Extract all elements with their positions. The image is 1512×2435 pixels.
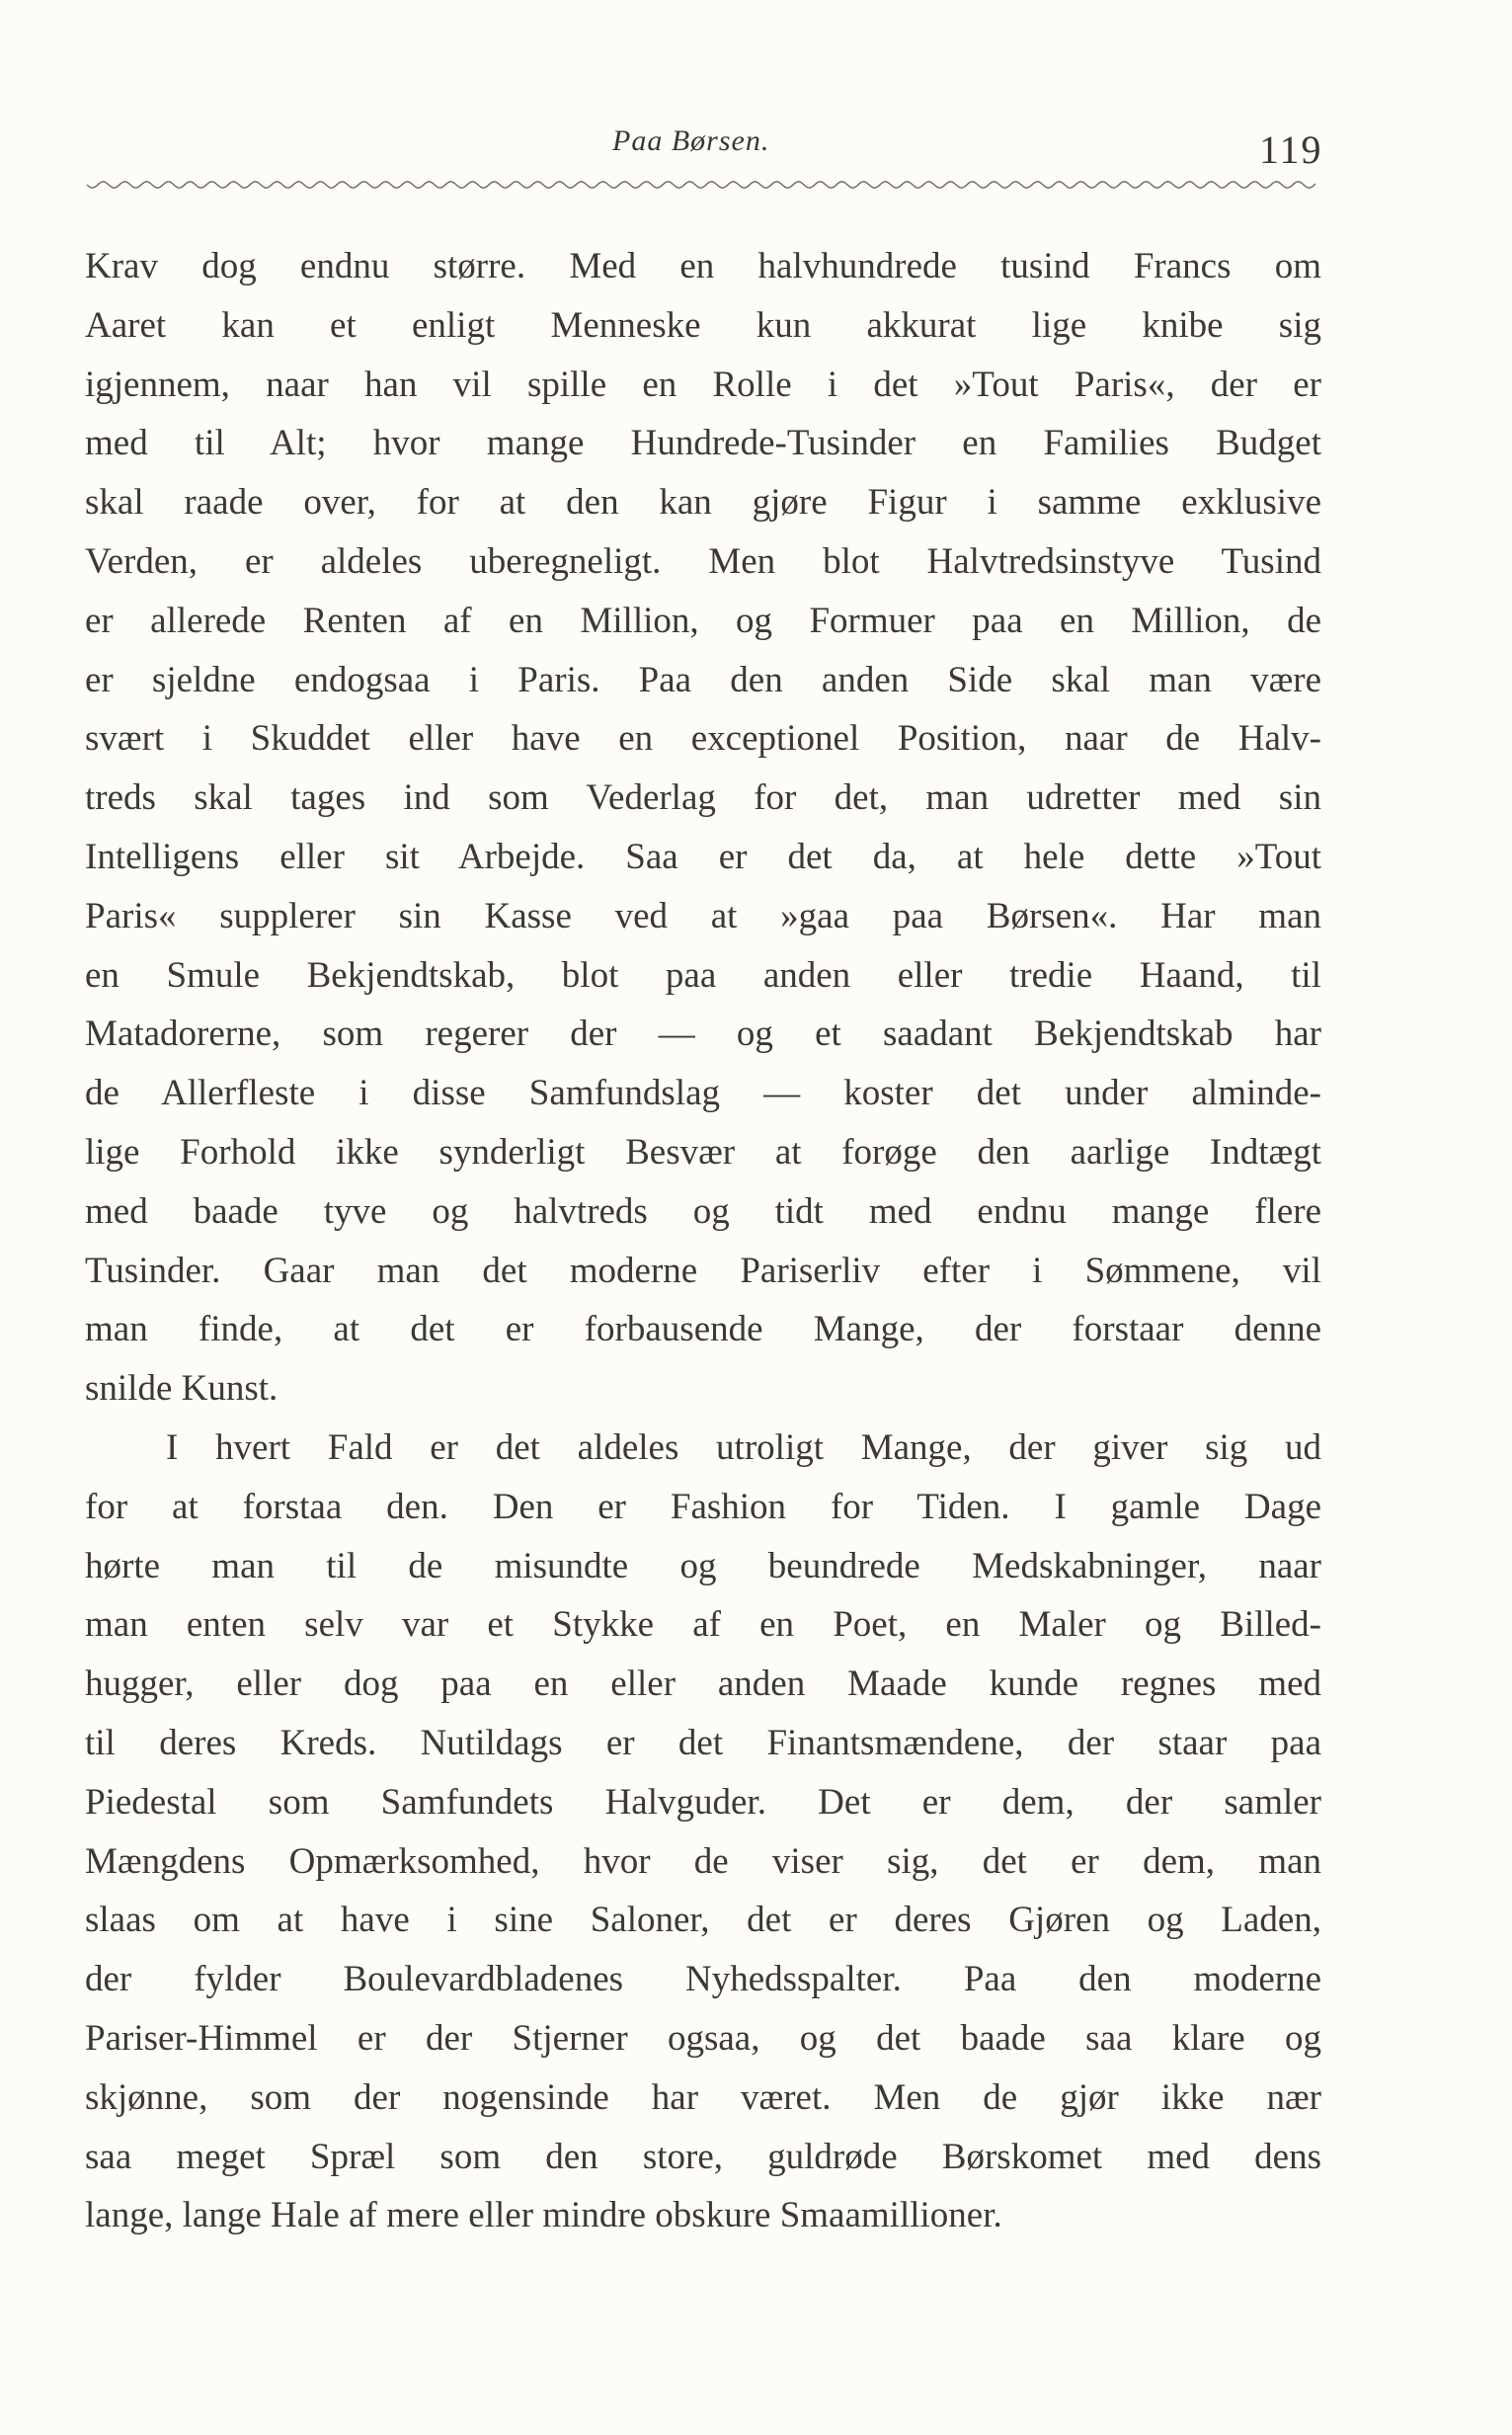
text-line: slaas om at have i sine Saloner, det er deres Gjøren og Laden, (85, 1900, 1321, 1941)
text-line: hugger, eller dog paa en eller anden Maade kunde regnes med (85, 1664, 1321, 1705)
text-line: snilde Kunst. (85, 1368, 279, 1410)
text-line: for at forstaa den. Den er Fashion for Tiden. I gamle Dage (85, 1486, 1321, 1527)
text-line: Paris« supplerer sin Kasse ved at »gaa paa Børsen«. Har man (85, 895, 1321, 936)
text-line: hørte man til de misundte og beundrede Medskabninger, naar (85, 1545, 1321, 1586)
running-head: Paa Børsen. (612, 124, 770, 157)
text-line: igjennem, naar han vil spille en Rolle i det »Tout Paris«, der er (85, 364, 1321, 405)
text-line: man finde, at det er forbausende Mange, der forstaar denne (85, 1309, 1321, 1350)
paragraph-1 (85, 237, 1321, 1419)
text-line: er allerede Renten af en Million, og Formuer paa en Million, de (85, 600, 1321, 641)
text-line: Matadorerne, som regerer der — og et saadant Bekjendtskab har (85, 1014, 1321, 1055)
text-line: en Smule Bekjendtskab, blot paa anden eller tredie Haand, til (85, 954, 1321, 996)
text-line: lange, lange Hale af mere eller mindre obskure Smaamillioner. (85, 2195, 1002, 2236)
text-line: Piedestal som Samfundets Halvguder. Det er dem, der samler (85, 1781, 1321, 1823)
paragraph-2 (85, 1419, 1321, 2245)
text-line: skjønne, som der nogensinde har været. Men de gjør ikke nær (85, 2076, 1321, 2118)
text-line: Verden, er aldeles uberegneligt. Men blot Halvtredsinstyve Tusind (85, 540, 1321, 582)
body-text (85, 237, 1321, 2245)
text-line: til deres Kreds. Nutildags er det Finantsmændene, der staar paa (85, 1722, 1321, 1763)
page-number: 119 (1259, 127, 1323, 172)
text-line: Krav dog endnu større. Med en halvhundrede tusind Francs om (85, 246, 1321, 286)
text-line: treds skal tages ind som Vederlag for det, man udretter med sin (85, 777, 1321, 819)
text-line: med til Alt; hvor mange Hundrede-Tusinder en Families Budget (85, 423, 1321, 464)
text-line: man enten selv var et Stykke af en Poet, en Maler og Billed- (85, 1604, 1321, 1646)
text-line: Pariser-Himmel er der Stjerner ogsaa, og det baade saa klare og (85, 2017, 1321, 2059)
text-line: med baade tyve og halvtreds og tidt med endnu mange flere (85, 1190, 1321, 1232)
text-line: der fylder Boulevardbladenes Nyhedsspalter. Paa den moderne (85, 1959, 1321, 2000)
text-line: Tusinder. Gaar man det moderne Pariserliv efter i Sømmene, vil (85, 1250, 1321, 1291)
text-line: skal raade over, for at den kan gjøre Figur i samme exklusive (85, 482, 1321, 524)
text-line: lige Forhold ikke synderligt Besvær at forøge den aarlige Indtægt (85, 1131, 1321, 1173)
decorative-wavy-rule (87, 178, 1316, 192)
text-line: Intelligens eller sit Arbejde. Saa er det da, at hele dette »Tout (85, 836, 1321, 877)
text-line: svært i Skuddet eller have en exceptionel Position, naar de Halv- (85, 718, 1321, 760)
text-line: Mængdens Opmærksomhed, hvor de viser sig, det er dem, man (85, 1840, 1321, 1882)
text-line: Aaret kan et enligt Menneske kun akkurat lige knibe sig (85, 304, 1321, 346)
text-line: I hvert Fald er det aldeles utroligt Mange, der giver sig ud (166, 1426, 1321, 1468)
text-line: de Allerfleste i disse Samfundslag — koster det under alminde- (85, 1073, 1321, 1114)
text-line: saa meget Spræl som den store, guldrøde Børskomet med dens (85, 2136, 1321, 2177)
text-line: er sjeldne endogsaa i Paris. Paa den anden Side skal man være (85, 659, 1321, 700)
